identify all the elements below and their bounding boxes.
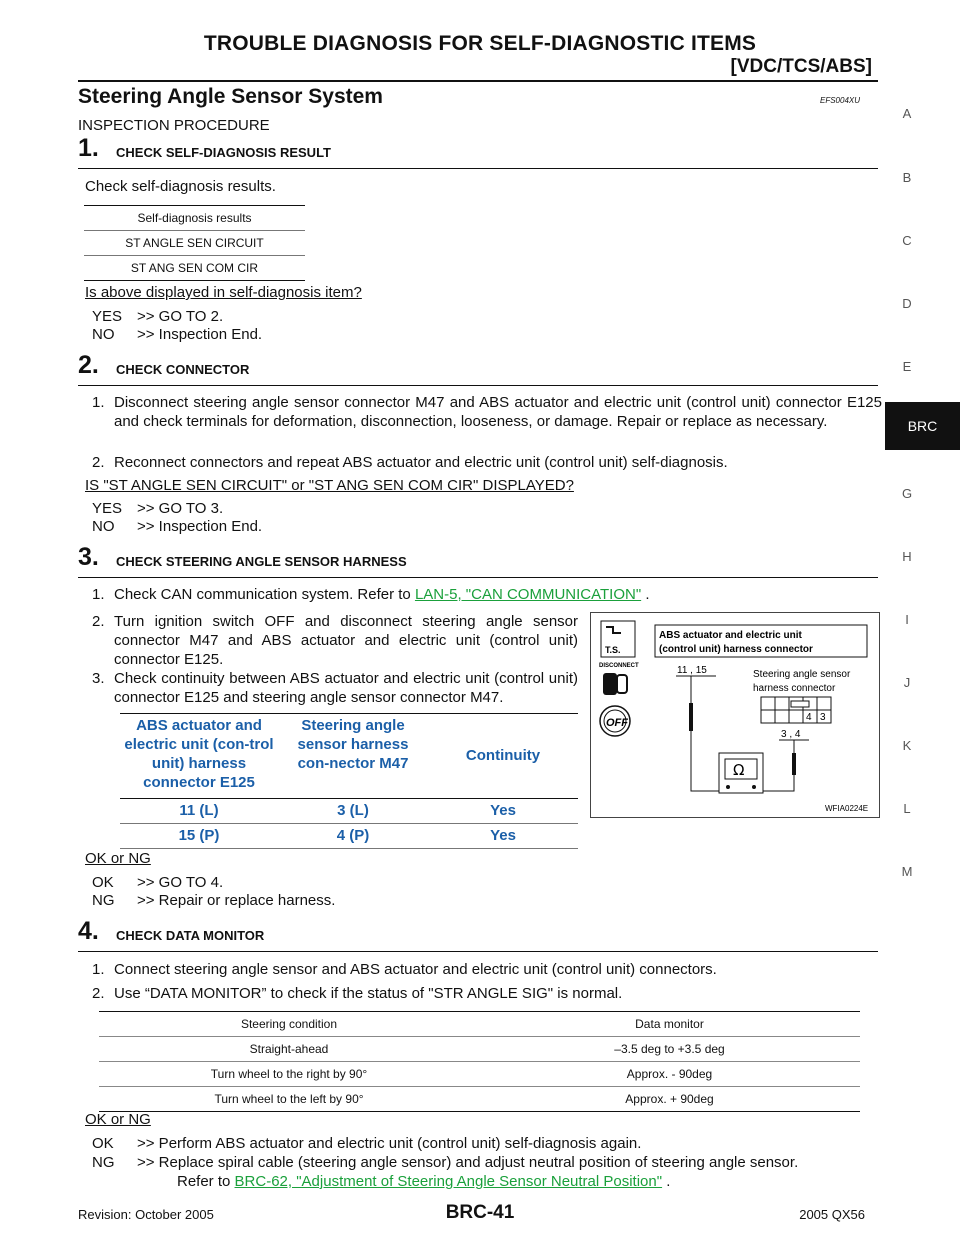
list-item: 1. Disconnect steering angle sensor connector M47 and ABS actuator and electric unit (control unit) connector E125 and check terminals for deformation, disconnection, looseness, or damage. Repair or replace as necessary.	[92, 394, 882, 430]
sensor-label-line2: harness connector	[753, 683, 836, 694]
step-2-heading	[78, 351, 878, 386]
side-index-g[interactable]: G	[901, 486, 913, 501]
diagram-code: WFIA0224E	[825, 804, 869, 813]
table-row: 15 (P) 4 (P) Yes	[120, 824, 578, 849]
table-row: ST ANGLE SEN CIRCUIT	[84, 231, 305, 256]
answer-yes: YES >> GO TO 3.	[92, 500, 224, 517]
list-item: 2. Reconnect connectors and repeat ABS actuator and electric unit (control unit) self-diagnosis.	[92, 454, 728, 471]
side-index-a[interactable]: A	[902, 106, 912, 121]
list-item: 2. Use “DATA MONITOR” to check if the status of "STR ANGLE SIG" is normal.	[92, 985, 623, 1002]
answer-no: NO >> Inspection End.	[92, 326, 263, 343]
list-item: 1. Check CAN communication system. Refer to LAN-5, "CAN COMMUNICATION" .	[92, 586, 650, 603]
step-label: CHECK CONNECTOR	[116, 362, 250, 377]
step-4-question: OK or NG	[85, 1111, 151, 1128]
abs-label-line1: ABS actuator and electric unit	[659, 630, 802, 641]
data-monitor-table	[99, 1011, 860, 1112]
disconnect-label: DISCONNECT	[599, 663, 639, 669]
table-header-cell: Steering angle sensor harness con-nector M47	[297, 717, 409, 772]
probe-wire	[761, 775, 794, 791]
step-number: 4.	[78, 917, 99, 945]
svg-text:4: 4	[806, 712, 812, 723]
answer-ng-refer: Refer to BRC-62, "Adjustment of Steering Angle Sensor Neutral Position" .	[177, 1173, 671, 1190]
page-header-title: TROUBLE DIAGNOSIS FOR SELF-DIAGNOSTIC ITEMS	[203, 32, 757, 55]
table-header-row	[120, 713, 578, 799]
list-item: 2. Turn ignition switch OFF and disconnect steering angle sensor connector M47 and ABS actuator and electric unit (control unit) connector E125.	[92, 613, 578, 668]
side-index-d[interactable]: D	[902, 296, 912, 311]
header-divider	[78, 80, 878, 82]
can-communication-link[interactable]: LAN-5, "CAN COMMUNICATION"	[414, 586, 642, 603]
abs-label-line2: (control unit) harness connector	[659, 644, 813, 655]
probe-tip	[792, 753, 796, 775]
disconnect-connector-icon	[617, 675, 627, 693]
footer-revision: Revision: October 2005	[78, 1207, 214, 1222]
sensor-label-line1: Steering angle sensor	[753, 669, 851, 680]
side-index-brc-active[interactable]: BRC	[885, 402, 960, 450]
table-header-row: Steering condition Data monitor	[99, 1011, 860, 1037]
steering-sensor-neutral-link[interactable]: BRC-62, "Adjustment of Steering Angle Sensor Neutral Position"	[234, 1173, 663, 1190]
side-index-j[interactable]: J	[903, 675, 911, 690]
procedure-label: INSPECTION PROCEDURE	[78, 117, 270, 134]
section-title: Steering Angle Sensor System	[78, 85, 383, 108]
list-item: 3. Check continuity between ABS actuator and electric unit (control unit) connector E125 and steering angle sensor connector M47.	[92, 670, 578, 706]
list-item: 1. Connect steering angle sensor and ABS actuator and electric unit (control unit) connectors.	[92, 961, 717, 978]
table-header-cell: ABS actuator and electric unit (con-trol unit) harness connector E125	[124, 717, 274, 791]
step-label: CHECK STEERING ANGLE SENSOR HARNESS	[116, 554, 407, 569]
step-2-question: IS "ST ANGLE SEN CIRCUIT" or "ST ANG SEN COM CIR" DISPLAYED?	[85, 477, 574, 494]
disconnect-connector-icon	[603, 673, 617, 695]
table-header-cell: Continuity	[465, 747, 541, 764]
table-header: Self-diagnosis results	[84, 206, 305, 231]
footer-page-number: BRC-41	[445, 1202, 515, 1223]
section-code: EFS004XU	[820, 96, 861, 105]
side-index-c[interactable]: C	[902, 233, 912, 248]
continuity-table	[120, 713, 578, 849]
step-label: CHECK SELF-DIAGNOSIS RESULT	[116, 145, 331, 160]
page-header-subtitle: [VDC/TCS/ABS]	[730, 56, 872, 77]
table-row: 11 (L) 3 (L) Yes	[120, 799, 578, 824]
table-row: Turn wheel to the left by 90° Approx. + 90deg	[99, 1087, 860, 1112]
side-index-m[interactable]: M	[901, 864, 913, 879]
side-index-h[interactable]: H	[902, 549, 912, 564]
side-index-i[interactable]: I	[905, 612, 909, 627]
side-index-e[interactable]: E	[902, 359, 912, 374]
step-4-heading	[78, 917, 878, 952]
probe-tip	[689, 703, 693, 731]
side-index-b[interactable]: B	[902, 170, 912, 185]
step-3-question: OK or NG	[85, 850, 151, 867]
step-number: 1.	[78, 134, 99, 162]
side-index-l[interactable]: L	[903, 801, 911, 816]
answer-ng: NG >> Replace spiral cable (steering angle sensor) and adjust neutral position of steering angle sensor.	[92, 1154, 799, 1171]
probe-wire	[691, 731, 721, 791]
step-3-heading	[78, 543, 878, 578]
step-1-text: Check self-diagnosis results.	[85, 178, 276, 195]
continuity-check-diagram	[590, 612, 880, 818]
table-row: ST ANG SEN COM CIR	[84, 256, 305, 281]
ohm-symbol: Ω	[733, 761, 745, 779]
answer-no: NO >> Inspection End.	[92, 518, 263, 535]
answer-ng: NG >> Repair or replace harness.	[92, 892, 336, 909]
abs-pins-label: 11 , 15	[677, 665, 707, 676]
answer-yes: YES >> GO TO 2.	[92, 308, 224, 325]
ts-label: T.S.	[605, 645, 621, 655]
answer-ok: OK >> Perform ABS actuator and electric unit (control unit) self-diagnosis again.	[92, 1135, 642, 1152]
off-label: OFF	[606, 717, 628, 729]
answer-ok: OK >> GO TO 4.	[92, 874, 224, 891]
step-number: 2.	[78, 351, 99, 379]
step-label: CHECK DATA MONITOR	[116, 928, 265, 943]
step-1-question: Is above displayed in self-diagnosis item?	[85, 284, 362, 301]
step-number: 3.	[78, 543, 99, 571]
sensor-pins-label: 3 , 4	[781, 729, 801, 740]
svg-text:3: 3	[820, 712, 826, 723]
side-index-k[interactable]: K	[902, 738, 912, 753]
sensor-connector	[761, 697, 831, 723]
self-diag-table	[84, 205, 305, 281]
footer-model: 2005 QX56	[799, 1207, 865, 1222]
table-row: Straight-ahead –3.5 deg to +3.5 deg	[99, 1037, 860, 1062]
table-row: Turn wheel to the right by 90° Approx. - 90deg	[99, 1062, 860, 1087]
diagram-svg	[591, 613, 879, 817]
step-1-heading	[78, 134, 878, 169]
